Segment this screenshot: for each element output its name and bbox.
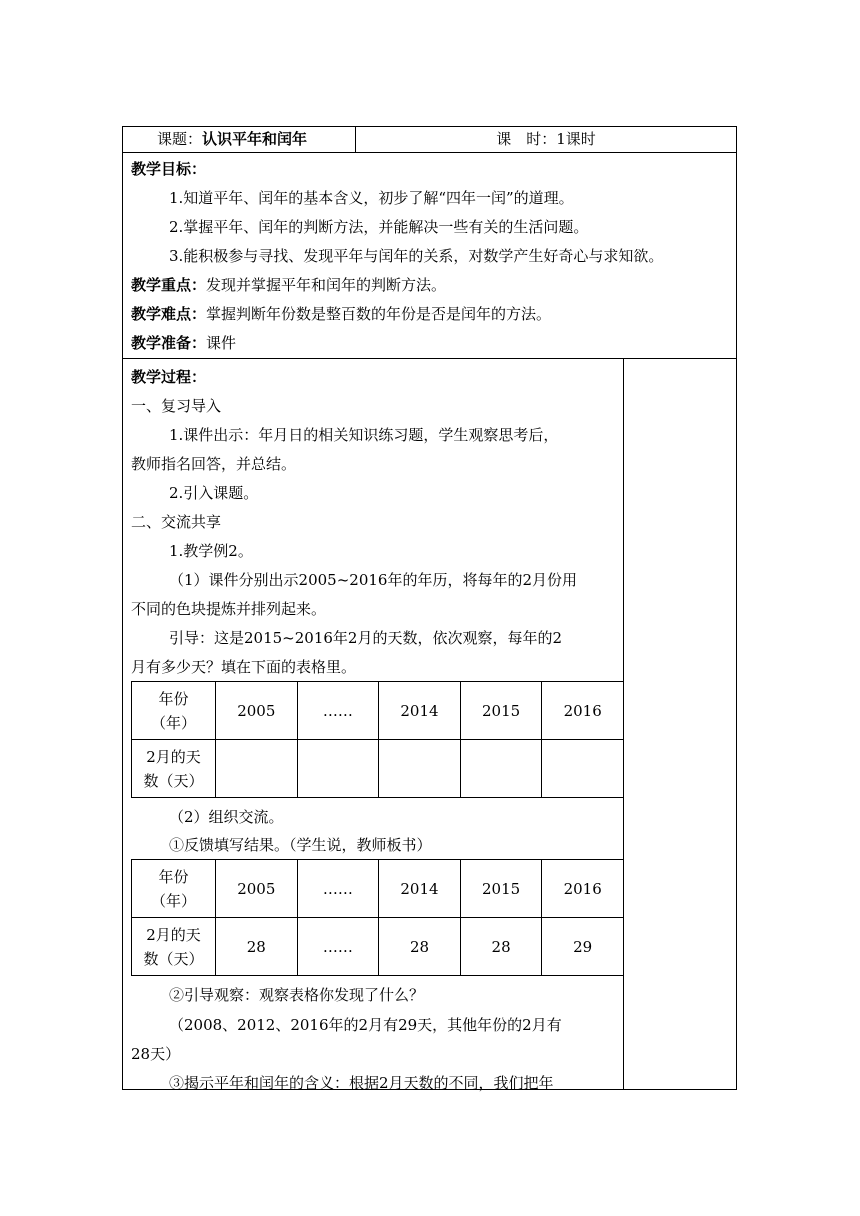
year-cell: 2015	[460, 860, 542, 918]
difficulty-line	[131, 304, 551, 324]
table-row	[132, 740, 624, 798]
section-heading: 一、复习导入	[131, 397, 222, 415]
paragraph-line: 2.引入课题。	[169, 484, 259, 502]
days-cell: 28	[379, 918, 461, 976]
year-cell: ……	[297, 682, 379, 740]
key-point-line	[131, 275, 446, 295]
paragraph-line: （1）课件分别出示2005~2016年的年历，将每年的2月份用	[169, 571, 578, 589]
days-table-blank	[131, 681, 624, 798]
table-row	[132, 860, 624, 918]
paragraph-line: 教师指名回答，并总结。	[131, 455, 297, 473]
topic-label: 课题：	[157, 130, 203, 148]
paragraph-line: 1.课件出示：年月日的相关知识练习题，学生观察思考后，	[169, 426, 559, 444]
days-cell	[460, 740, 542, 798]
difficulty-text: 掌握判断年份数是整百数的年份是否是闰年的方法。	[206, 305, 552, 323]
days-cell: ……	[297, 918, 379, 976]
paragraph-line: ①反馈填写结果。（学生说，教师板书）	[169, 836, 432, 854]
year-cell: ……	[297, 860, 379, 918]
days-cell: 28	[216, 918, 298, 976]
table-row	[132, 918, 624, 976]
topic-title: 认识平年和闰年	[202, 130, 308, 148]
goals-title: 教学目标：	[131, 160, 207, 178]
year-cell: 2014	[379, 682, 461, 740]
section-heading: 二、交流共享	[131, 513, 222, 531]
days-cell	[542, 740, 624, 798]
key-point-label: 教学重点：	[131, 276, 207, 294]
row-header-cell: 年份 （年）	[132, 682, 216, 740]
paragraph-line: 月有多少天？填在下面的表格里。	[131, 658, 357, 676]
days-cell	[379, 740, 461, 798]
year-cell: 2016	[542, 860, 624, 918]
year-cell: 2016	[542, 682, 624, 740]
days-cell	[297, 740, 379, 798]
days-cell	[216, 740, 298, 798]
paragraph-line: ③揭示平年和闰年的含义：根据2月天数的不同，我们把年	[169, 1074, 554, 1092]
lesson-plan-table	[122, 126, 737, 1090]
paragraph-line: ②引导观察：观察表格你发现了什么？	[169, 986, 425, 1004]
year-cell: 2015	[460, 682, 542, 740]
days-cell: 29	[542, 918, 624, 976]
key-point-text: 发现并掌握平年和闰年的判断方法。	[206, 276, 447, 294]
paragraph-line: 引导：这是2015~2016年2月的天数，依次观察，每年的2	[169, 629, 563, 647]
process-section	[123, 359, 624, 1092]
year-cell: 2005	[216, 682, 298, 740]
days-cell: 28	[460, 918, 542, 976]
goal-item: 3.能积极参与寻找、发现平年与闰年的关系，对数学产生好奇心与求知欲。	[169, 247, 664, 265]
header-row	[123, 127, 736, 153]
paragraph-line: （2008、2012、2016年的2月有29天，其他年份的2月有	[169, 1016, 562, 1034]
days-table-filled	[131, 859, 624, 976]
prep-line	[131, 333, 236, 353]
prep-label: 教学准备：	[131, 334, 207, 352]
topic-cell	[123, 127, 356, 152]
goal-item: 1.知道平年、闰年的基本含义，初步了解“四年一闰”的道理。	[169, 189, 574, 207]
paragraph-line: （2）组织交流。	[169, 808, 284, 826]
difficulty-label: 教学难点：	[131, 305, 207, 323]
year-cell: 2014	[379, 860, 461, 918]
row-header-cell: 2月的天 数（天）	[132, 740, 216, 798]
process-title: 教学过程：	[131, 368, 207, 386]
paragraph-line: 不同的色块提炼并排列起来。	[131, 600, 327, 618]
paragraph-line: 28天）	[131, 1045, 181, 1063]
year-cell: 2005	[216, 860, 298, 918]
paragraph-line: 1.教学例2。	[169, 542, 253, 560]
goals-section	[123, 153, 736, 359]
row-header-cell: 年份 （年）	[132, 860, 216, 918]
prep-text: 课件	[206, 334, 237, 352]
row-header-cell: 2月的天 数（天）	[132, 918, 216, 976]
period-cell: 课 时：1课时	[496, 130, 596, 148]
table-row	[132, 682, 624, 740]
goal-item: 2.掌握平年、闰年的判断方法，并能解决一些有关的生活问题。	[169, 218, 589, 236]
